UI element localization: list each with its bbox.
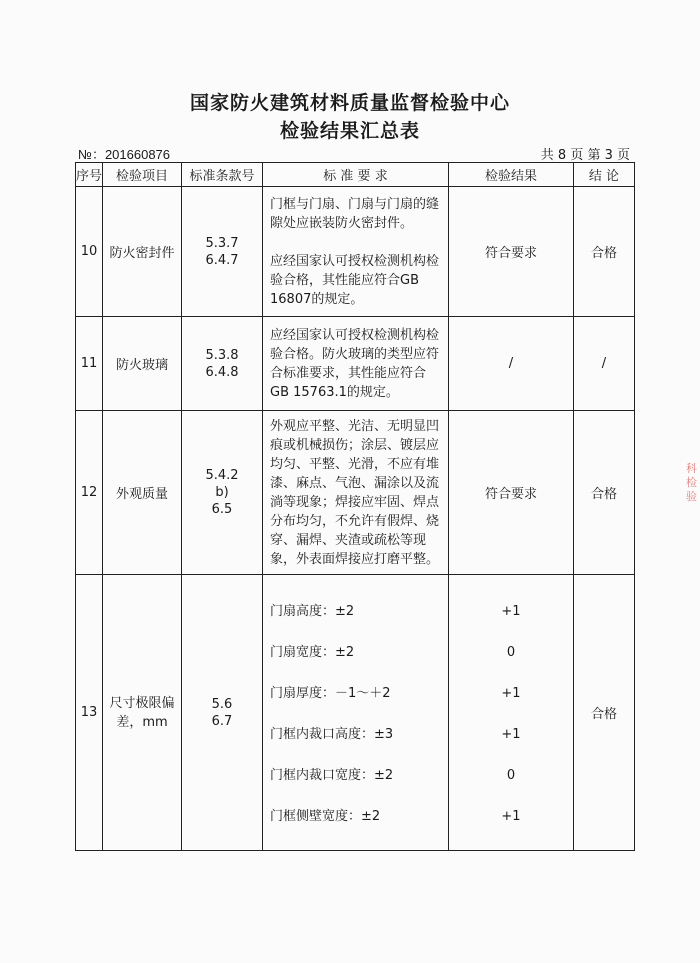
table-row bbox=[76, 187, 635, 317]
table-row bbox=[76, 575, 635, 851]
standard-requirement bbox=[263, 187, 449, 317]
row-number: 13 bbox=[76, 575, 103, 851]
conclusion: / bbox=[574, 317, 635, 411]
clause-line: 6.7 bbox=[211, 713, 233, 729]
sub-result: +1 bbox=[501, 685, 521, 701]
report-title: 国家防火建筑材料质量监督检验中心 bbox=[189, 92, 510, 114]
table-header-row bbox=[76, 163, 635, 187]
clause-line: 6.4.7 bbox=[205, 252, 239, 268]
inspection-result bbox=[449, 575, 574, 851]
clause-line: 5.3.8 bbox=[205, 347, 239, 363]
table-row bbox=[76, 317, 635, 411]
sub-result: +1 bbox=[501, 603, 521, 619]
sub-requirement: 门框侧壁宽度：±2 bbox=[270, 809, 381, 825]
column-header-item: 检验项目 bbox=[103, 163, 182, 187]
standard-requirement bbox=[263, 317, 449, 411]
clause-line: 6.4.8 bbox=[205, 364, 239, 380]
inspection-result: 符合要求 bbox=[449, 187, 574, 317]
column-header-conclusion: 结 论 bbox=[574, 163, 635, 187]
report-subtitle: 检验结果汇总表 bbox=[279, 120, 420, 142]
clause-line: 6.5 bbox=[211, 502, 233, 517]
column-header-no: 序号 bbox=[76, 163, 103, 187]
inspection-result: / bbox=[449, 317, 574, 411]
requirement-paragraph: 应经国家认可授权检测机构检验合格。防火玻璃的类型应符合标准要求，其性能应符合GB 15763.1的规定。 bbox=[270, 327, 440, 400]
sub-requirement: 门扇宽度：±2 bbox=[270, 644, 355, 660]
clause-line: 5.6 bbox=[211, 696, 233, 712]
sub-requirement: 门扇厚度：－1～＋2 bbox=[270, 685, 391, 701]
row-number: 10 bbox=[76, 187, 103, 317]
inspection-item: 尺寸极限偏差，mm bbox=[103, 575, 182, 851]
inspection-item: 防火玻璃 bbox=[103, 317, 182, 411]
inspection-item: 外观质量 bbox=[103, 411, 182, 575]
requirement-paragraph: 门框与门扇、门扇与门扇的缝隙处应嵌装防火密封件。 bbox=[270, 196, 440, 231]
sub-result: +1 bbox=[501, 809, 521, 825]
column-header-result: 检验结果 bbox=[449, 163, 574, 187]
standard-requirement bbox=[263, 411, 449, 575]
standard-clause bbox=[182, 317, 263, 411]
conclusion: 合格 bbox=[574, 575, 635, 851]
inspection-item: 防火密封件 bbox=[103, 187, 182, 317]
inspection-result: 符合要求 bbox=[449, 411, 574, 575]
clause-line: 5.3.7 bbox=[205, 235, 239, 251]
row-number: 12 bbox=[76, 411, 103, 575]
clause-line: b) bbox=[215, 485, 229, 500]
requirement-paragraph: 外观应平整、光洁、无明显凹痕或机械损伤；涂层、镀层应均匀、平整、光滑，不应有堆漆、麻点、气泡、漏涂以及流淌等现象；焊接应牢固、焊点分布均匀，不允许有假焊、烧穿、漏焊、夹渣或疏松等现象，外表面焊接应打磨平整。 bbox=[270, 418, 440, 567]
sub-result: +1 bbox=[501, 727, 521, 743]
standard-clause bbox=[182, 575, 263, 851]
sub-requirement: 门框内裁口高度：±3 bbox=[270, 727, 394, 743]
standard-requirement bbox=[263, 575, 449, 851]
requirement-paragraph: 应经国家认可授权检测机构检验合格，其性能应符合GB 16807的规定。 bbox=[270, 253, 440, 307]
conclusion: 合格 bbox=[574, 187, 635, 317]
sub-requirement: 门扇高度：±2 bbox=[270, 603, 355, 619]
row-number: 11 bbox=[76, 317, 103, 411]
column-header-clause: 标准条款号 bbox=[182, 163, 263, 187]
results-table bbox=[75, 162, 635, 851]
table-row bbox=[76, 411, 635, 575]
conclusion: 合格 bbox=[574, 411, 635, 575]
clause-line: 5.4.2 bbox=[205, 468, 239, 483]
standard-clause bbox=[182, 411, 263, 575]
sub-requirement: 门框内裁口宽度：±2 bbox=[270, 768, 394, 784]
seal-stamp-fragment: 科 检 验 bbox=[686, 462, 697, 503]
page-info: 共 8 页 第 3 页 bbox=[540, 148, 630, 163]
standard-clause bbox=[182, 187, 263, 317]
sub-result: 0 bbox=[506, 644, 516, 660]
document-number: №：201660876 bbox=[78, 147, 171, 162]
column-header-requirement: 标 准 要 求 bbox=[263, 163, 449, 187]
sub-result: 0 bbox=[506, 768, 516, 784]
